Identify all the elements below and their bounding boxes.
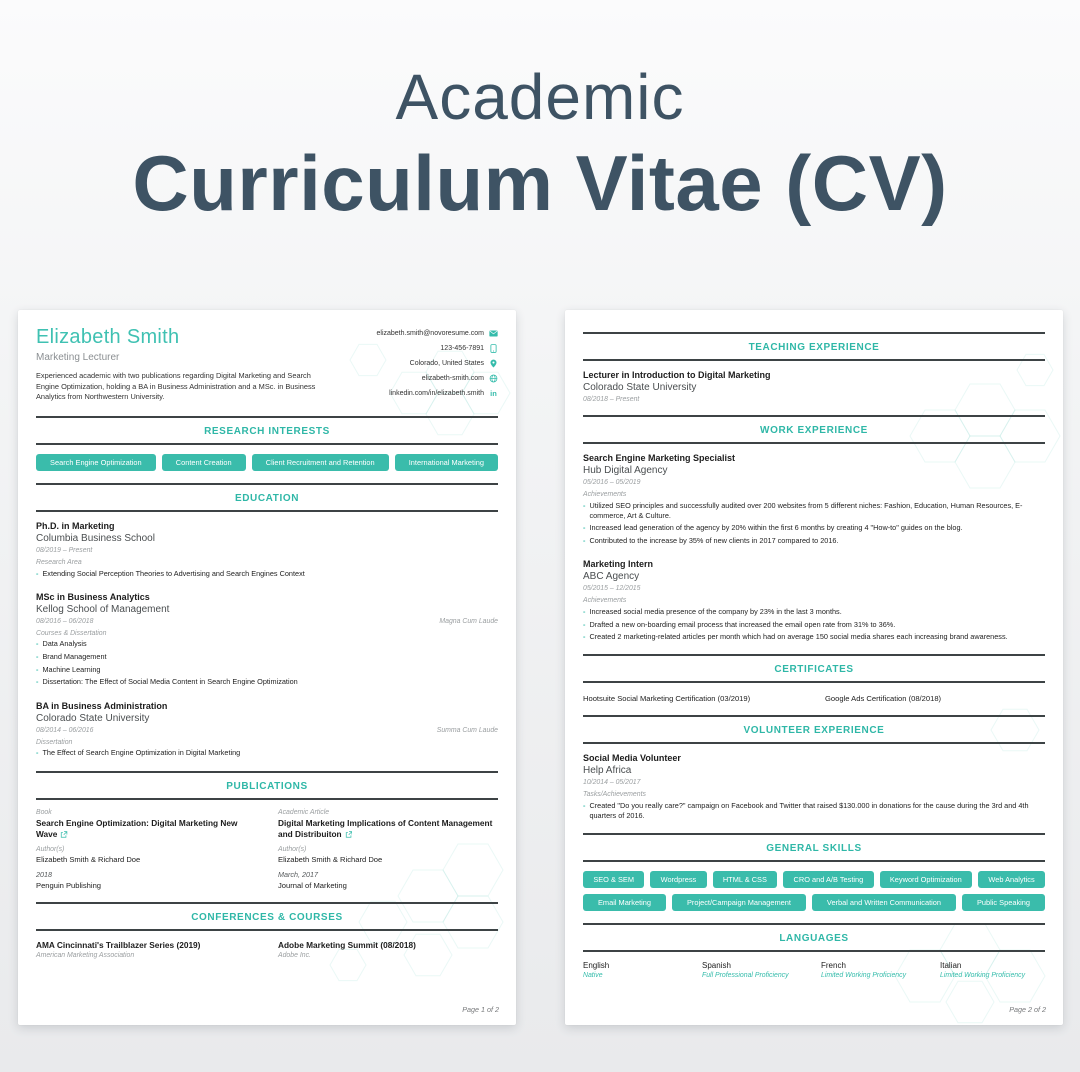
section-teaching	[583, 332, 1045, 403]
research-tag: International Marketing	[395, 454, 498, 471]
skill-tag: Keyword Optimization	[880, 871, 973, 888]
section-heading-languages	[583, 923, 1045, 952]
candidate-summary: Experienced academic with two publications regarding Digital Marketing and Search Engine Optimization, holding a BA in Business Administration and a MSc. in Business Analytics from Northwestern University.	[36, 371, 316, 402]
publication-item	[278, 809, 498, 889]
bullet-item: - Contributed to the increase by 35% of new clients in 2017 compared to 2016.	[583, 536, 839, 546]
work-entry	[583, 559, 1045, 642]
conference-title: AMA Cincinnati's Trailblazer Series (2019)	[36, 939, 201, 950]
bullet-item: - Utilized SEO principles and successfully audited over 200 websites from 5 different niches: Fashion, Education, Human Resources, E-commerce, Art & Culture.	[583, 500, 1023, 520]
skill-tag: HTML & CSS	[713, 871, 778, 888]
contact-location[interactable]	[326, 359, 498, 368]
volunteer-entry	[583, 753, 1045, 821]
publication-title: Search Engine Optimization: Digital Marketing New Wave	[36, 818, 238, 840]
linkedin-icon: in	[490, 389, 497, 398]
contact-email-text: elizabeth.smith@novoresume.com	[376, 330, 484, 337]
entry-dates: 05/2015 – 12/2015	[583, 585, 641, 593]
location-icon	[489, 359, 498, 368]
entry-label: Achievements	[583, 597, 627, 605]
candidate-name: Elizabeth Smith	[36, 326, 180, 348]
section-publications	[36, 771, 498, 889]
org-name: Hub Digital Agency	[583, 465, 668, 476]
entry-label: Research Area	[36, 559, 82, 566]
publication-type: Book	[36, 809, 52, 817]
bullet-item: - Dissertation: The Effect of Social Media Content in Search Engine Optimization	[36, 677, 298, 687]
bullet-item: - Created "Do you really care?" campaign on Facebook and Twitter that raised $130.000 in donations for the cause during the 3rd and 4th quarters of 2016.	[583, 800, 1029, 821]
publication-item	[36, 809, 256, 889]
language-name: French	[821, 961, 846, 971]
org-name: Colorado State University	[583, 382, 697, 393]
language-level: Limited Working Proficiency	[821, 972, 907, 980]
entry-label: Tasks/Achievements	[583, 791, 646, 799]
section-heading-text: VOLUNTEER EXPERIENCE	[743, 725, 885, 737]
bullet-dash: -	[583, 500, 586, 510]
section-heading-research-interests	[36, 416, 498, 445]
contact-website-text: elizabeth-smith.com	[421, 375, 484, 382]
publication-type: Academic Article	[278, 809, 330, 817]
entry-dates: 08/2014 – 06/2016	[36, 726, 94, 734]
website-icon	[489, 374, 498, 383]
publisher: Journal of Marketing	[278, 880, 347, 890]
job-title: Social Media Volunteer	[583, 753, 681, 764]
section-heading-text: CERTIFICATES	[774, 664, 854, 676]
research-tag: Search Engine Optimization	[36, 454, 156, 471]
bullet-dash: -	[36, 651, 39, 661]
section-heading-volunteer	[583, 715, 1045, 744]
skill-tag: Web Analytics	[978, 871, 1045, 888]
conference-item	[278, 940, 498, 959]
certificate-item: Hootsuite Social Marketing Certification (03/2019)	[583, 694, 751, 704]
school-name: Columbia Business School	[36, 533, 155, 544]
teaching-entry	[583, 370, 1045, 403]
job-title: Marketing Intern	[583, 559, 654, 570]
language-name: Italian	[940, 961, 962, 971]
entry-award: Magna Cum Laude	[439, 617, 498, 625]
conference-title: Adobe Marketing Summit (08/2018)	[278, 939, 416, 950]
section-heading-text: WORK EXPERIENCE	[760, 425, 868, 436]
skill-tag: Email Marketing	[583, 894, 666, 911]
language-item	[702, 961, 807, 979]
section-skills	[583, 833, 1045, 911]
entry-label: Courses & Dissertation	[36, 629, 107, 637]
school-name: Kellog School of Management	[36, 603, 170, 615]
candidate-role: Marketing Lecturer	[36, 352, 120, 363]
degree-title: BA in Business Administration	[36, 700, 168, 711]
section-heading-text: TEACHING EXPERIENCE	[748, 342, 880, 353]
bullet-item: - Increased social media presence of the company by 23% in the last 3 months.	[583, 606, 842, 616]
authors: Elizabeth Smith & Richard Doe	[36, 854, 141, 864]
school-name: Colorado State University	[36, 712, 150, 724]
bullet-item: - Extending Social Perception Theories to Advertising and Search Engines Context	[36, 568, 305, 578]
external-link-icon[interactable]	[345, 829, 353, 840]
entry-award: Summa Cum Laude	[436, 726, 498, 734]
page-number: Page 2 of 2	[1009, 1005, 1046, 1014]
section-heading-text: PUBLICATIONS	[226, 781, 308, 793]
section-work	[583, 415, 1045, 642]
section-education	[36, 483, 498, 758]
hero-title-line1: Academic	[395, 61, 685, 133]
bullet-dash: -	[583, 536, 586, 546]
entry-dates: 08/2018 – Present	[583, 396, 640, 403]
publication-date: 2018	[36, 869, 52, 879]
bullet-dash: -	[36, 664, 39, 674]
education-entry	[36, 521, 498, 579]
hero-title	[0, 60, 1080, 229]
education-entry	[36, 592, 498, 688]
publication-title: Digital Marketing Implications of Content Management and Distribuiton	[278, 818, 493, 840]
section-heading-education	[36, 483, 498, 512]
contact-block	[326, 326, 498, 404]
bullet-item: - Drafted a new on-boarding email process that increased the email open rate from 31% to 36%.	[583, 619, 896, 629]
cv-header	[36, 326, 498, 404]
bullet-dash: -	[36, 677, 39, 687]
job-title: Lecturer in Introduction to Digital Marketing	[583, 370, 771, 380]
skill-tag: CRO and A/B Testing	[783, 871, 873, 888]
section-volunteer	[583, 715, 1045, 821]
conference-org: American Marketing Association	[36, 951, 135, 959]
degree-title: Ph.D. in Marketing	[36, 521, 115, 531]
research-tag: Content Creation	[162, 454, 246, 471]
entry-dates: 05/2016 – 05/2019	[583, 479, 641, 486]
contact-email[interactable]	[326, 329, 498, 338]
bullet-dash: -	[583, 523, 586, 533]
authors: Elizabeth Smith & Richard Doe	[278, 854, 383, 864]
authors-label: Author(s)	[278, 845, 307, 853]
skill-tag: Project/Campaign Management	[672, 894, 806, 911]
bullet-dash: -	[583, 606, 586, 616]
bullet-item: - Increased lead generation of the agency by 20% within the first 6 months by creating 4 "How-to" guides on the blog.	[583, 523, 963, 533]
bullet-dash: -	[583, 800, 586, 810]
degree-title: MSc in Business Analytics	[36, 591, 150, 602]
contact-website[interactable]	[326, 374, 498, 383]
org-name: Help Africa	[583, 765, 632, 777]
conference-org: Adobe Inc.	[278, 951, 311, 959]
bullet-item: - Created 2 marketing-related articles per month which had on average 150 social media shares each increasing brand awareness.	[583, 632, 1008, 642]
skill-tags-row2	[583, 894, 1045, 911]
cv-page-2	[565, 310, 1063, 1025]
section-heading-work	[583, 415, 1045, 444]
entry-dates: 10/2014 – 05/2017	[583, 779, 641, 787]
bullet-dash: -	[583, 619, 586, 629]
contact-phone-text: 123-456-7891	[440, 345, 484, 352]
section-research-interests	[36, 416, 498, 471]
publisher: Penguin Publishing	[36, 880, 102, 890]
certificate-item: Google Ads Certification (08/2018)	[825, 694, 942, 704]
language-item	[583, 961, 688, 979]
section-heading-certificates	[583, 654, 1045, 683]
section-heading-text: CONFERENCES & COURSES	[191, 911, 343, 923]
bullet-item: - Brand Management	[36, 651, 107, 661]
phone-icon	[489, 344, 498, 353]
entry-label: Dissertation	[36, 738, 73, 746]
section-conferences	[36, 902, 498, 959]
page-number: Page 1 of 2	[462, 1005, 499, 1014]
conference-item	[36, 940, 256, 959]
bullet-item: - The Effect of Search Engine Optimization in Digital Marketing	[36, 748, 241, 758]
section-heading-teaching	[583, 332, 1045, 361]
section-heading-skills	[583, 833, 1045, 862]
language-item	[821, 961, 926, 979]
work-entry	[583, 453, 1045, 546]
bullet-dash: -	[36, 568, 39, 578]
job-title: Search Engine Marketing Specialist	[583, 453, 736, 463]
section-heading-text: GENERAL SKILLS	[766, 843, 862, 855]
skill-tag: Wordpress	[650, 871, 706, 888]
contact-phone[interactable]	[326, 344, 498, 353]
section-certificates	[583, 654, 1045, 703]
language-level: Native	[583, 972, 603, 980]
section-heading-text: LANGUAGES	[779, 933, 849, 945]
contact-linkedin[interactable]	[326, 389, 498, 398]
language-name: English	[583, 961, 610, 971]
section-heading-text: EDUCATION	[234, 493, 300, 504]
research-interest-tags	[36, 454, 498, 471]
skill-tag: Verbal and Written Communication	[812, 894, 956, 911]
language-item	[940, 961, 1045, 979]
external-link-icon[interactable]	[60, 829, 68, 840]
bullet-item: - Data Analysis	[36, 639, 87, 649]
contact-location-text: Colorado, United States	[409, 360, 484, 367]
section-heading-conferences	[36, 902, 498, 931]
section-heading-text: RESEARCH INTERESTS	[204, 426, 330, 437]
entry-dates: 08/2016 – 06/2018	[36, 617, 94, 625]
bullet-dash: -	[36, 748, 39, 758]
education-entry	[36, 701, 498, 759]
authors-label: Author(s)	[36, 845, 65, 853]
skill-tag: SEO & SEM	[583, 871, 644, 888]
bullet-dash: -	[36, 639, 39, 649]
bullet-item: - Machine Learning	[36, 664, 101, 674]
section-heading-publications	[36, 771, 498, 800]
entry-label: Achievements	[583, 491, 627, 498]
language-name: Spanish	[702, 961, 731, 971]
publication-date: March, 2017	[278, 869, 318, 879]
org-name: ABC Agency	[583, 571, 640, 583]
research-tag: Client Recruitment and Retention	[252, 454, 389, 471]
cv-page-1	[18, 310, 516, 1025]
hero-title-line2: Curriculum Vitae (CV)	[132, 139, 948, 227]
language-level: Limited Working Proficiency	[940, 972, 1026, 980]
section-languages	[583, 923, 1045, 979]
skill-tag: Public Speaking	[962, 894, 1045, 911]
language-level: Full Professional Proficiency	[702, 972, 789, 980]
bullet-dash: -	[583, 632, 586, 642]
skill-tags-row1	[583, 871, 1045, 888]
email-icon	[489, 329, 498, 338]
entry-dates: 08/2019 – Present	[36, 547, 93, 554]
contact-linkedin-text: linkedin.com/in/elizabeth.smith	[389, 390, 484, 397]
